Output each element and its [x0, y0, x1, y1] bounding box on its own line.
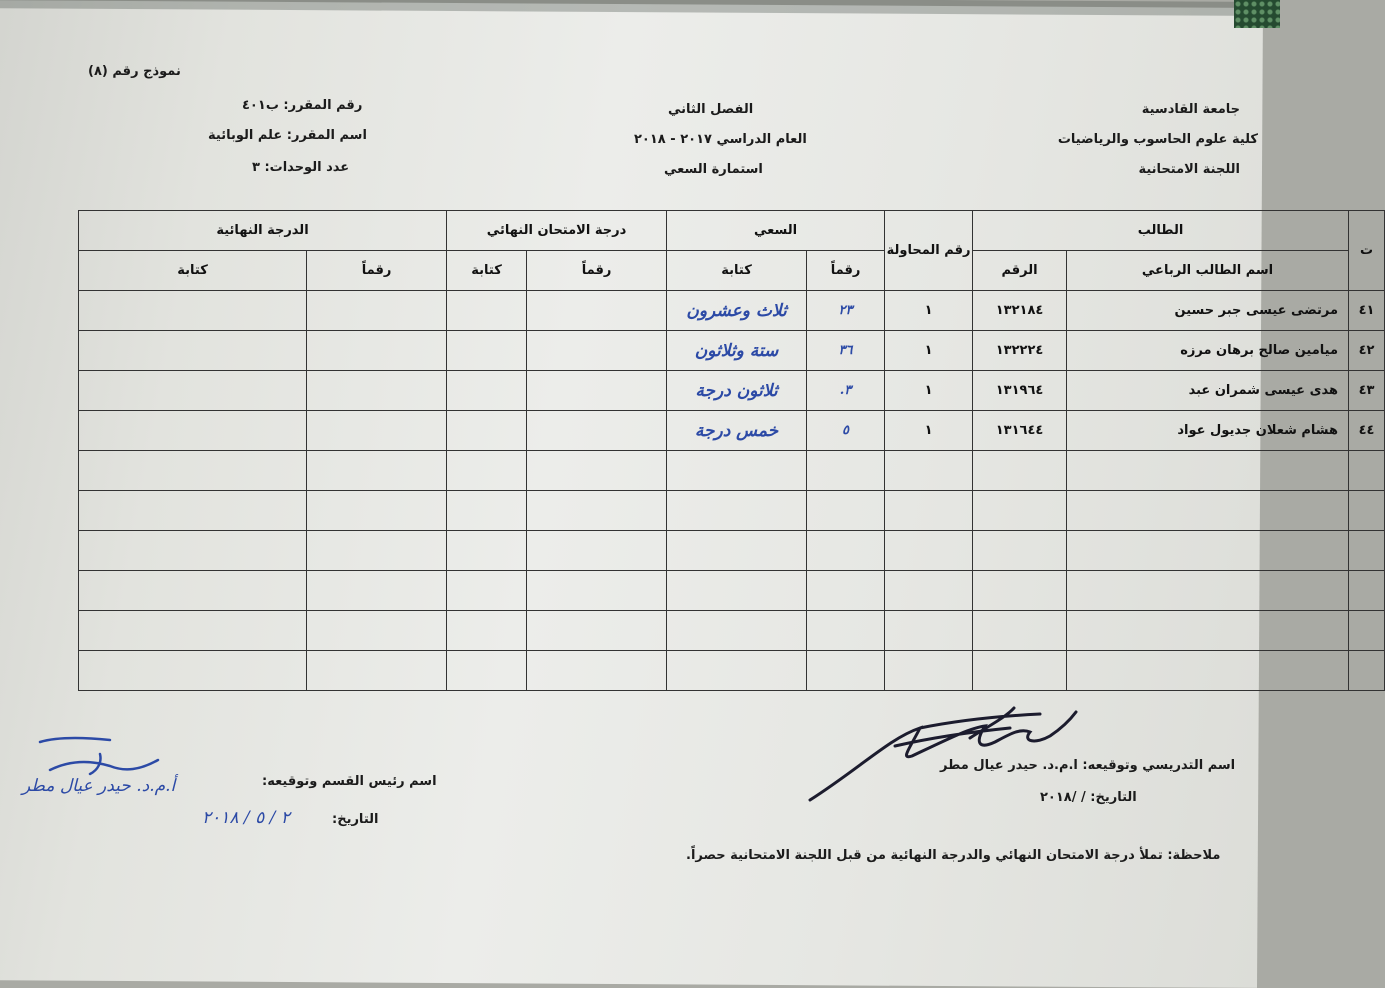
row-final-exam-written	[447, 571, 527, 611]
effort-group-header: السعي	[667, 211, 885, 251]
instructor-date: التاريخ: / /٢٠١٨	[1040, 790, 1137, 805]
row-student-id	[973, 651, 1067, 691]
table-row	[79, 411, 1385, 451]
row-student-name	[1067, 451, 1349, 491]
row-student-name	[1067, 651, 1349, 691]
row-effort-numeric	[807, 451, 885, 491]
row-effort-written	[667, 571, 807, 611]
row-final-exam-written	[447, 331, 527, 371]
table-row	[79, 491, 1385, 531]
student-group-header: الطالب	[973, 211, 1349, 251]
row-final-exam-written	[447, 491, 527, 531]
table-row	[79, 651, 1385, 691]
row-effort-numeric	[807, 531, 885, 571]
row-final-exam-written	[447, 291, 527, 331]
table-row	[79, 291, 1385, 331]
university-name: جامعة القادسية	[1141, 102, 1240, 117]
row-final-exam-numeric	[527, 571, 667, 611]
row-final-exam-numeric	[527, 491, 667, 531]
row-student-id: ١٣٢١٨٤	[973, 291, 1067, 331]
row-effort-numeric	[807, 611, 885, 651]
row-final-grade-numeric	[307, 411, 447, 451]
row-attempt	[885, 651, 973, 691]
row-final-exam-written	[447, 451, 527, 491]
row-student-name: ميامين صالح برهان مرزه	[1067, 331, 1349, 371]
row-final-exam-written	[447, 611, 527, 651]
form-title: استمارة السعي	[664, 162, 763, 177]
final-grade-written-header: كتابة	[79, 251, 307, 291]
row-attempt: ١	[885, 371, 973, 411]
row-final-grade-written	[79, 371, 307, 411]
course-units: عدد الوحدات: ٣	[252, 160, 350, 175]
row-student-name: هدى عيسى شمران عبد	[1067, 371, 1349, 411]
table-row	[79, 451, 1385, 491]
row-final-grade-written	[79, 651, 307, 691]
effort-numeric-header: رقماً	[807, 251, 885, 291]
final-exam-numeric-header: رقماً	[527, 251, 667, 291]
row-effort-written: ثلاث وعشرون	[667, 291, 807, 331]
row-seq	[1349, 611, 1385, 651]
row-seq	[1349, 531, 1385, 571]
footer-note: ملاحظة: تملأ درجة الامتحان النهائي والدرجة النهائية من قبل اللجنة الامتحانية حصراً.	[686, 848, 1221, 863]
grades-table	[78, 210, 1385, 691]
row-final-exam-numeric	[527, 651, 667, 691]
table-row	[79, 571, 1385, 611]
row-seq	[1349, 491, 1385, 531]
background-fabric	[1234, 0, 1280, 28]
row-attempt: ١	[885, 331, 973, 371]
row-final-grade-written	[79, 611, 307, 651]
row-final-grade-numeric	[307, 331, 447, 371]
row-final-grade-written	[79, 411, 307, 451]
row-student-id	[973, 571, 1067, 611]
final-exam-group-header: درجة الامتحان النهائي	[447, 211, 667, 251]
row-seq: ٤١	[1349, 291, 1385, 331]
row-seq: ٤٢	[1349, 331, 1385, 371]
row-effort-written	[667, 651, 807, 691]
row-seq	[1349, 571, 1385, 611]
row-final-exam-numeric	[527, 371, 667, 411]
attempt-header: رقم المحاولة	[885, 211, 973, 291]
row-final-exam-numeric	[527, 611, 667, 651]
row-final-grade-numeric	[307, 491, 447, 531]
row-final-exam-numeric	[527, 451, 667, 491]
row-final-grade-numeric	[307, 651, 447, 691]
head-date-handwritten: ٢ / ٥ / ٢٠١٨	[202, 808, 290, 828]
row-final-grade-numeric	[307, 451, 447, 491]
row-seq	[1349, 451, 1385, 491]
row-effort-numeric: ٥	[807, 411, 885, 451]
table-row	[79, 611, 1385, 651]
row-final-exam-numeric	[527, 331, 667, 371]
row-final-exam-written	[447, 531, 527, 571]
head-name-handwritten: أ.م.د. حيدر عيال مطر	[22, 776, 176, 796]
row-final-grade-written	[79, 571, 307, 611]
row-final-grade-written	[79, 331, 307, 371]
row-final-grade-numeric	[307, 291, 447, 331]
row-final-exam-written	[447, 411, 527, 451]
student-name-header: اسم الطالب الرباعي	[1067, 251, 1349, 291]
row-effort-numeric	[807, 651, 885, 691]
row-attempt	[885, 611, 973, 651]
row-final-grade-numeric	[307, 611, 447, 651]
row-student-id: ١٣١٩٦٤	[973, 371, 1067, 411]
instructor-label: اسم التدريسي وتوقيعه: ا.م.د. حيدر عيال مطر	[940, 758, 1236, 773]
effort-written-header: كتابة	[667, 251, 807, 291]
row-effort-written: ثلاثون درجة	[667, 371, 807, 411]
row-student-name	[1067, 611, 1349, 651]
student-id-header: الرقم	[973, 251, 1067, 291]
academic-year: العام الدراسي ٢٠١٧ - ٢٠١٨	[634, 132, 807, 147]
row-final-grade-numeric	[307, 371, 447, 411]
paper-top-edge	[0, 0, 1253, 16]
row-final-grade-numeric	[307, 571, 447, 611]
row-final-grade-written	[79, 451, 307, 491]
table-row	[79, 531, 1385, 571]
row-effort-written	[667, 611, 807, 651]
seq-header: ت	[1349, 211, 1385, 291]
row-seq: ٤٤	[1349, 411, 1385, 451]
form-number: نموذج رقم (٨)	[88, 64, 181, 79]
row-attempt: ١	[885, 291, 973, 331]
row-effort-written	[667, 491, 807, 531]
row-effort-written	[667, 531, 807, 571]
row-attempt	[885, 491, 973, 531]
table-row	[79, 371, 1385, 411]
row-final-grade-numeric	[307, 531, 447, 571]
row-student-id	[973, 531, 1067, 571]
row-student-id: ١٣٢٢٢٤	[973, 331, 1067, 371]
row-final-grade-written	[79, 491, 307, 531]
row-student-name	[1067, 571, 1349, 611]
row-final-grade-written	[79, 531, 307, 571]
grades-table-body	[79, 291, 1385, 691]
final-grade-group-header: الدرجة النهائية	[79, 211, 447, 251]
head-date-label: التاريخ:	[332, 812, 379, 827]
row-seq	[1349, 651, 1385, 691]
row-effort-numeric	[807, 571, 885, 611]
row-attempt	[885, 451, 973, 491]
row-effort-numeric: ٢٣	[807, 291, 885, 331]
row-attempt	[885, 531, 973, 571]
row-student-id	[973, 611, 1067, 651]
row-attempt	[885, 571, 973, 611]
final-grade-numeric-header: رقماً	[307, 251, 447, 291]
course-code: رقم المقرر: ب٤٠١	[242, 98, 363, 113]
row-final-exam-numeric	[527, 411, 667, 451]
row-effort-numeric	[807, 491, 885, 531]
row-effort-written: ستة وثلاثون	[667, 331, 807, 371]
row-attempt: ١	[885, 411, 973, 451]
row-final-exam-numeric	[527, 291, 667, 331]
committee-name: اللجنة الامتحانية	[1138, 162, 1240, 177]
row-effort-numeric: ٣.	[807, 371, 885, 411]
row-final-exam-numeric	[527, 531, 667, 571]
row-seq: ٤٣	[1349, 371, 1385, 411]
row-effort-written: خمس درجة	[667, 411, 807, 451]
row-student-id: ١٣١٦٤٤	[973, 411, 1067, 451]
table-row	[79, 331, 1385, 371]
row-final-exam-written	[447, 371, 527, 411]
row-effort-numeric: ٣٦	[807, 331, 885, 371]
row-student-name	[1067, 531, 1349, 571]
row-effort-written	[667, 451, 807, 491]
row-student-id	[973, 491, 1067, 531]
college-name: كلية علوم الحاسوب والرياضيات	[1057, 132, 1258, 147]
final-exam-written-header: كتابة	[447, 251, 527, 291]
course-name: اسم المقرر: علم الوبائية	[208, 128, 367, 143]
head-label: اسم رئيس القسم وتوقيعه:	[262, 774, 437, 789]
row-final-grade-written	[79, 291, 307, 331]
row-student-name	[1067, 491, 1349, 531]
semester: الفصل الثاني	[668, 102, 754, 117]
row-student-name: هشام شعلان جديول عواد	[1067, 411, 1349, 451]
row-final-exam-written	[447, 651, 527, 691]
row-student-id	[973, 451, 1067, 491]
row-student-name: مرتضى عيسى جبر حسين	[1067, 291, 1349, 331]
